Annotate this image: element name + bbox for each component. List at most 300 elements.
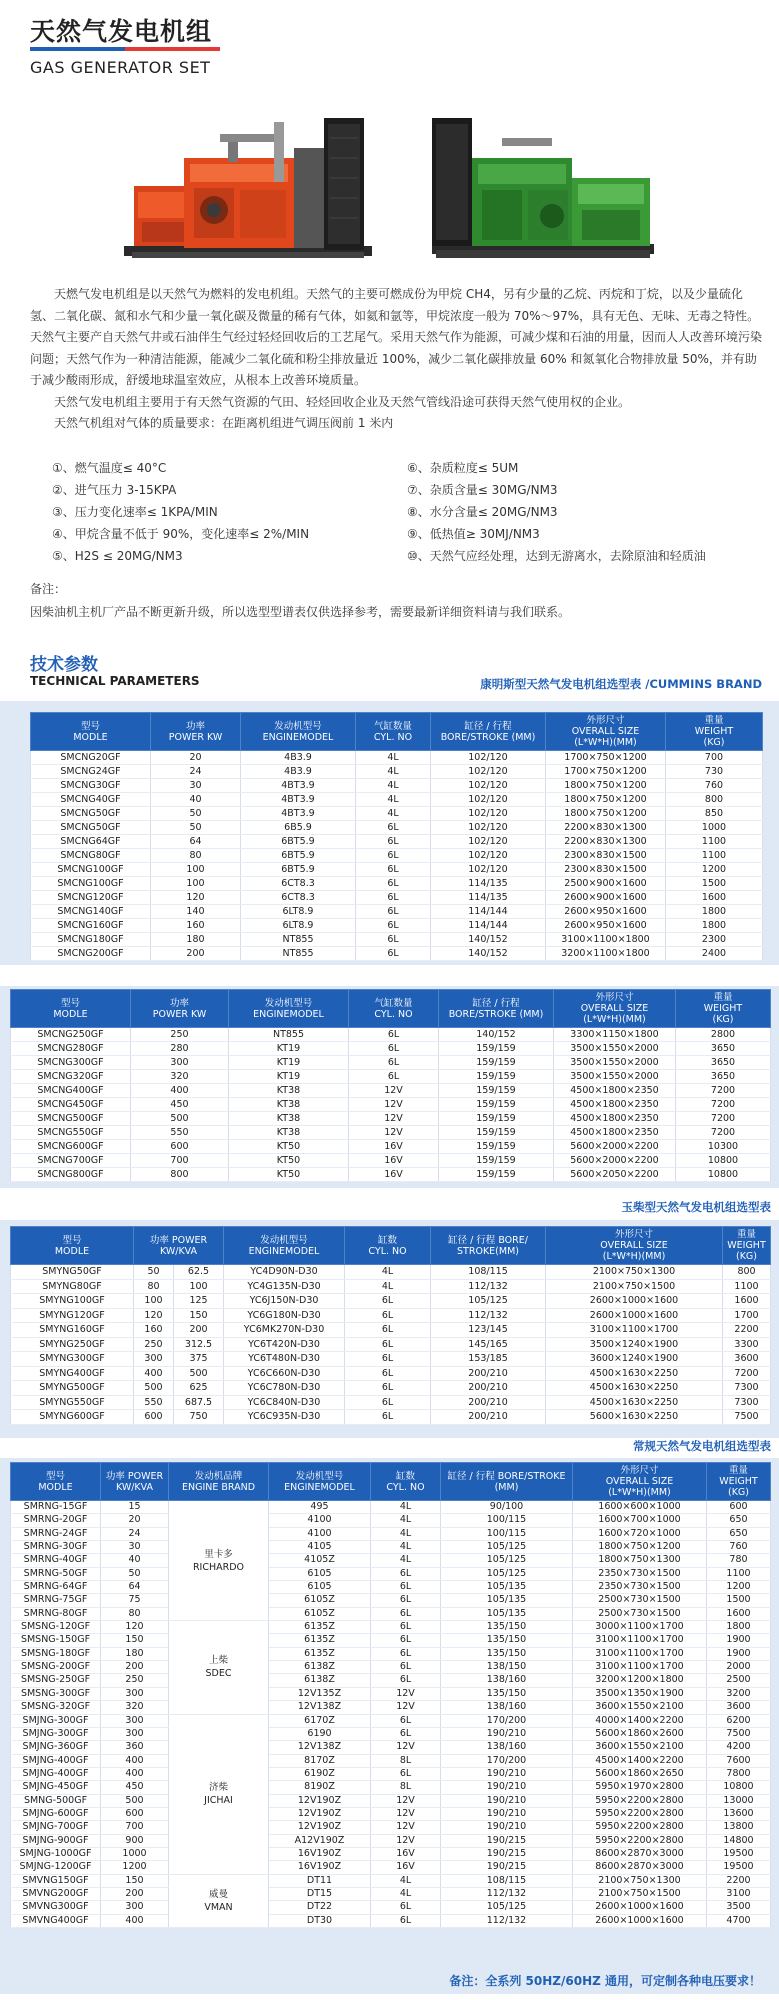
table-cell: 4500×1800×2350	[554, 1112, 676, 1126]
table-cell: 200	[151, 947, 241, 961]
column-header: 功率 POWER KW/KVA	[134, 1227, 224, 1265]
table-cell: SMCNG300GF	[11, 1056, 131, 1070]
table-row	[11, 1352, 771, 1367]
table-cell: SMSNG-180GF	[11, 1647, 101, 1660]
table-cell: 3500×1550×2000	[554, 1056, 676, 1070]
table-row	[11, 1395, 771, 1410]
table-row	[11, 1541, 771, 1554]
table-cell: SMCNG80GF	[31, 849, 151, 863]
table-cell: SMVNG300GF	[11, 1901, 101, 1914]
table-cell: 12V	[371, 1821, 441, 1834]
conventional-table	[10, 1462, 771, 1928]
table-cell: SMRNG-30GF	[11, 1541, 101, 1554]
table-cell: SMJNG-300GF	[11, 1714, 101, 1727]
table-row	[11, 1070, 771, 1084]
table-cell: 1600	[723, 1294, 771, 1309]
table-cell: 600	[707, 1501, 771, 1514]
table-cell: 6L	[371, 1634, 441, 1647]
table-cell: SMYNG160GF	[11, 1323, 134, 1338]
table-cell: 8170Z	[269, 1754, 371, 1767]
table-cell: 105/135	[441, 1594, 573, 1607]
table-row	[11, 1527, 771, 1540]
table-cell: 6135Z	[269, 1647, 371, 1660]
table-cell: 159/159	[439, 1112, 554, 1126]
table-cell: SMCNG180GF	[31, 933, 151, 947]
table-cell: 200/210	[431, 1395, 546, 1410]
table-cell: 170/200	[441, 1754, 573, 1767]
table-cell: 200	[101, 1887, 169, 1900]
table-cell: 3100×1100×1700	[573, 1661, 707, 1674]
technical-params-subtitle: TECHNICAL PARAMETERS	[30, 674, 200, 688]
table-cell: 1600×600×1000	[573, 1501, 707, 1514]
column-header: 缸径 / 行程 BORE/ STROKE(MM)	[431, 1227, 546, 1265]
table-cell: 2100×750×1500	[546, 1279, 723, 1294]
table-cell: 1200	[666, 863, 763, 877]
table-cell: SMCNG50GF	[31, 821, 151, 835]
table-cell: 500	[101, 1794, 169, 1807]
table-row	[11, 1554, 771, 1567]
table-cell: 1700×750×1200	[546, 751, 666, 765]
table-cell: 4500×1800×2350	[554, 1084, 676, 1098]
table-cell: 2600×1000×1600	[546, 1294, 723, 1309]
table-row	[31, 933, 763, 947]
table-cell: 13800	[707, 1821, 771, 1834]
table-cell: SMJNG-360GF	[11, 1741, 101, 1754]
table-row	[11, 1501, 771, 1514]
table-cell: 1000	[666, 821, 763, 835]
table-cell: 5600×1860×2650	[573, 1767, 707, 1780]
table-cell: 50	[134, 1265, 174, 1280]
table-cell: 6105Z	[269, 1594, 371, 1607]
table-cell: 30	[151, 779, 241, 793]
table-row	[11, 1581, 771, 1594]
table-cell: 100/115	[441, 1514, 573, 1527]
table-cell: 6138Z	[269, 1674, 371, 1687]
table-cell: 6L	[345, 1381, 431, 1396]
table-cell: 5600×2000×2200	[554, 1154, 676, 1168]
table-cell: SMCNG140GF	[31, 905, 151, 919]
table-cell: 90/100	[441, 1501, 573, 1514]
table-cell: SMVNG400GF	[11, 1914, 101, 1927]
table-cell: 100	[174, 1279, 224, 1294]
table-cell: 4B3.9	[241, 751, 356, 765]
table-cell: SMYNG400GF	[11, 1366, 134, 1381]
engine-brand-cell: 里卡多 RICHARDO	[169, 1501, 269, 1621]
table-cell: 6L	[371, 1767, 441, 1780]
table-cell: 700	[666, 751, 763, 765]
table-cell: 3100×1100×1700	[546, 1323, 723, 1338]
intro-text	[30, 284, 762, 435]
table-cell: SMSNG-200GF	[11, 1661, 101, 1674]
column-header: 功率 POWER KW	[131, 990, 229, 1028]
table-cell: 102/120	[431, 807, 546, 821]
conventional-table-title: 常规天然气发电机组选型表	[633, 1439, 771, 1453]
table-cell: SMRNG-20GF	[11, 1514, 101, 1527]
table-cell: 6L	[371, 1661, 441, 1674]
column-header: 功率 POWER KW/KVA	[101, 1463, 169, 1501]
table-cell: 375	[174, 1352, 224, 1367]
table-cell: 300	[101, 1901, 169, 1914]
table-cell: 159/159	[439, 1098, 554, 1112]
table-cell: 6L	[371, 1621, 441, 1634]
table-cell: 6LT8.9	[241, 905, 356, 919]
table-row	[31, 919, 763, 933]
table-cell: DT11	[269, 1874, 371, 1887]
table-cell: 495	[269, 1501, 371, 1514]
table-cell: 300	[101, 1687, 169, 1700]
table-cell: 4500×1630×2250	[546, 1381, 723, 1396]
table-cell: 700	[101, 1821, 169, 1834]
table-cell: 190/210	[441, 1794, 573, 1807]
table-cell: 3200×1200×1800	[573, 1674, 707, 1687]
table-cell: 114/144	[431, 919, 546, 933]
table-row	[11, 1410, 771, 1425]
table-row	[11, 1687, 771, 1700]
table-cell: 2200	[707, 1874, 771, 1887]
table-cell: 100	[151, 877, 241, 891]
table-cell: 159/159	[439, 1126, 554, 1140]
table-cell: 120	[101, 1621, 169, 1634]
table-cell: 159/159	[439, 1042, 554, 1056]
table-cell: 2300×830×1500	[546, 863, 666, 877]
table-cell: 102/120	[431, 835, 546, 849]
table-row	[11, 1042, 771, 1056]
table-cell: 250	[131, 1028, 229, 1042]
table-cell: KT38	[229, 1126, 349, 1140]
table-cell: 6L	[345, 1294, 431, 1309]
spec-item: ⑩、天然气应经处理，达到无游离水，去除原油和轻质油	[407, 549, 706, 563]
table-cell: SMRNG-80GF	[11, 1607, 101, 1620]
table-cell: 6L	[356, 863, 431, 877]
table-cell: 6L	[371, 1607, 441, 1620]
table-cell: 550	[134, 1395, 174, 1410]
table-cell: 8600×2870×3000	[573, 1847, 707, 1860]
spec-item: ④、甲烷含量不低于 90%，变化速率≤ 2%/MIN	[52, 527, 310, 541]
table-cell: 24	[151, 765, 241, 779]
table-cell: 1900	[707, 1634, 771, 1647]
table-row	[11, 1661, 771, 1674]
table-cell: 135/150	[441, 1634, 573, 1647]
table-cell: 625	[174, 1381, 224, 1396]
table-cell: SMCNG550GF	[11, 1126, 131, 1140]
table-row	[11, 1714, 771, 1727]
table-cell: 24	[101, 1527, 169, 1540]
table-row	[11, 1794, 771, 1807]
table-cell: 650	[707, 1527, 771, 1540]
table-cell: 6L	[349, 1042, 439, 1056]
table-cell: 3650	[676, 1070, 771, 1084]
table-cell: 1600	[666, 891, 763, 905]
table-cell: SMJNG-600GF	[11, 1807, 101, 1820]
table-header-row	[11, 1463, 771, 1501]
table-cell: 300	[134, 1352, 174, 1367]
table-cell: 114/135	[431, 877, 546, 891]
table-cell: 12V135Z	[269, 1687, 371, 1700]
table-cell: 200	[101, 1661, 169, 1674]
table-cell: SMSNG-250GF	[11, 1674, 101, 1687]
table-cell: 140/152	[439, 1028, 554, 1042]
table-cell: 5600×1860×2600	[573, 1727, 707, 1740]
table-cell: YC6C840N-D30	[224, 1395, 345, 1410]
column-header: 气缸数量 CYL. NO	[349, 990, 439, 1028]
table-cell: 7500	[723, 1410, 771, 1425]
table-cell: 64	[151, 835, 241, 849]
table-cell: 12V	[371, 1807, 441, 1820]
table-cell: 4105Z	[269, 1554, 371, 1567]
table-cell: 2200×830×1300	[546, 835, 666, 849]
table-cell: 170/200	[441, 1714, 573, 1727]
table-cell: SMJNG-700GF	[11, 1821, 101, 1834]
page-subtitle: GAS GENERATOR SET	[30, 58, 211, 77]
table-cell: 15	[101, 1501, 169, 1514]
column-header: 重量 WEIGHT (KG)	[723, 1227, 771, 1265]
table-cell: 4BT3.9	[241, 793, 356, 807]
spec-item: ⑤、H2S ≤ 20MG/NM3	[52, 549, 183, 563]
spec-item: ②、进气压力 3-15KPA	[52, 483, 177, 497]
table-row	[31, 751, 763, 765]
column-header: 外形尺寸 OVERALL SIZE (L*W*H)(MM)	[546, 1227, 723, 1265]
table-cell: 114/144	[431, 905, 546, 919]
table-cell: 16V	[349, 1168, 439, 1182]
table-cell: 40	[101, 1554, 169, 1567]
table-cell: YC6C935N-D30	[224, 1410, 345, 1425]
table-header-row	[31, 713, 763, 751]
table-row	[11, 1741, 771, 1754]
table-cell: 2600×900×1600	[546, 891, 666, 905]
table-cell: 6L	[349, 1028, 439, 1042]
table-cell: 1500	[666, 877, 763, 891]
table-cell: 10300	[676, 1140, 771, 1154]
yuchai-table	[10, 1226, 771, 1425]
table-cell: 12V	[371, 1687, 441, 1700]
table-cell: 102/120	[431, 779, 546, 793]
table-cell: 3650	[676, 1056, 771, 1070]
table-cell: 153/185	[431, 1352, 546, 1367]
table-cell: 6L	[345, 1366, 431, 1381]
table-cell: 6L	[345, 1395, 431, 1410]
table-cell: 19500	[707, 1861, 771, 1874]
table-row	[31, 793, 763, 807]
table-cell: 14800	[707, 1834, 771, 1847]
table-cell: SMCNG280GF	[11, 1042, 131, 1056]
table-cell: 5600×1630×2250	[546, 1410, 723, 1425]
table-row	[11, 1634, 771, 1647]
table-cell: 6L	[356, 877, 431, 891]
table-cell: YC6MK270N-D30	[224, 1323, 345, 1338]
table-cell: 730	[666, 765, 763, 779]
table-cell: 120	[134, 1308, 174, 1323]
table-cell: SMSNG-300GF	[11, 1687, 101, 1700]
table-row	[11, 1594, 771, 1607]
column-header: 缸径 / 行程 BORE/STROKE (MM)	[441, 1463, 573, 1501]
table-cell: 200/210	[431, 1410, 546, 1425]
table-cell: 6L	[345, 1337, 431, 1352]
table-cell: 1800×750×1200	[546, 779, 666, 793]
table-cell: KT50	[229, 1140, 349, 1154]
page-title: 天然气发电机组	[30, 17, 213, 46]
table-cell: 280	[131, 1042, 229, 1056]
table-cell: 75	[101, 1594, 169, 1607]
table-cell: 145/165	[431, 1337, 546, 1352]
table-cell: 2100×750×1300	[573, 1874, 707, 1887]
table-cell: 3500	[707, 1901, 771, 1914]
table-cell: SMSNG-120GF	[11, 1621, 101, 1634]
table-cell: NT855	[241, 947, 356, 961]
table-cell: 102/120	[431, 765, 546, 779]
table-row	[11, 1821, 771, 1834]
table-cell: 12V	[371, 1834, 441, 1847]
table-cell: SMCNG250GF	[11, 1028, 131, 1042]
table-cell: SMCNG200GF	[31, 947, 151, 961]
table-cell: NT855	[241, 933, 356, 947]
table-row	[11, 1337, 771, 1352]
table-row	[11, 1056, 771, 1070]
table-cell: SMCNG30GF	[31, 779, 151, 793]
table-row	[11, 1887, 771, 1900]
table-cell: 6105Z	[269, 1607, 371, 1620]
table-cell: 6L	[349, 1056, 439, 1070]
table-cell: 64	[101, 1581, 169, 1594]
table-cell: 2200×830×1300	[546, 821, 666, 835]
table-cell: 1600	[707, 1607, 771, 1620]
table-cell: 16V	[349, 1140, 439, 1154]
table-cell: 3600×1240×1900	[546, 1352, 723, 1367]
table-cell: 159/159	[439, 1084, 554, 1098]
table-cell: 7300	[723, 1395, 771, 1410]
table-row	[11, 1168, 771, 1182]
table-row	[11, 1381, 771, 1396]
column-header: 型号 MODLE	[11, 1227, 134, 1265]
table-cell: 8190Z	[269, 1781, 371, 1794]
table-cell: 105/135	[441, 1581, 573, 1594]
column-header: 型号 MODLE	[11, 990, 131, 1028]
table-row	[31, 905, 763, 919]
table-cell: 2500×730×1500	[573, 1594, 707, 1607]
table-cell: 150	[101, 1634, 169, 1647]
table-cell: SMYNG500GF	[11, 1381, 134, 1396]
table-cell: 112/132	[441, 1887, 573, 1900]
table-cell: 112/132	[431, 1308, 546, 1323]
table-cell: YC6T420N-D30	[224, 1337, 345, 1352]
table-cell: 7200	[676, 1098, 771, 1112]
table-cell: SMCNG800GF	[11, 1168, 131, 1182]
table-row	[31, 779, 763, 793]
table-cell: SMNG-500GF	[11, 1794, 101, 1807]
table-cell: 6L	[345, 1410, 431, 1425]
table-cell: SMCNG320GF	[11, 1070, 131, 1084]
table-cell: 190/210	[441, 1821, 573, 1834]
table-cell: 4L	[371, 1527, 441, 1540]
table-cell: 2300×830×1500	[546, 849, 666, 863]
table-cell: 6L	[345, 1352, 431, 1367]
table-cell: 10800	[676, 1154, 771, 1168]
table-cell: 6L	[356, 919, 431, 933]
table-cell: 6L	[356, 849, 431, 863]
table-cell: 6L	[356, 905, 431, 919]
table-cell: 500	[131, 1112, 229, 1126]
spec-item: ⑧、水分含量≤ 20MG/NM3	[407, 505, 558, 519]
table-cell: SMRNG-15GF	[11, 1501, 101, 1514]
table-cell: 6BT5.9	[241, 849, 356, 863]
table-cell: 6L	[356, 821, 431, 835]
table-cell: 900	[101, 1834, 169, 1847]
table-cell: SMCNG40GF	[31, 793, 151, 807]
table-cell: 1900	[707, 1647, 771, 1660]
table-cell: 108/115	[431, 1265, 546, 1280]
table-cell: 3200	[707, 1687, 771, 1700]
table-cell: 7200	[676, 1084, 771, 1098]
table-cell: 4500×1630×2250	[546, 1395, 723, 1410]
table-cell: 12V	[371, 1741, 441, 1754]
table-cell: 2350×730×1500	[573, 1581, 707, 1594]
table-cell: A12V190Z	[269, 1834, 371, 1847]
table-cell: 650	[707, 1514, 771, 1527]
table-cell: 190/210	[441, 1781, 573, 1794]
table-cell: SMRNG-64GF	[11, 1581, 101, 1594]
title-underline	[30, 47, 220, 51]
table-cell: 3600×1550×2100	[573, 1741, 707, 1754]
table-row	[11, 1701, 771, 1714]
table-row	[11, 1914, 771, 1927]
table-cell: 3500×1240×1900	[546, 1337, 723, 1352]
table-cell: 2500×730×1500	[573, 1607, 707, 1620]
table-cell: 4L	[345, 1265, 431, 1280]
table-cell: 3500×1550×2000	[554, 1070, 676, 1084]
table-cell: 3100×1100×1800	[546, 933, 666, 947]
table-cell: 62.5	[174, 1265, 224, 1280]
table-cell: 8600×2870×3000	[573, 1861, 707, 1874]
table-cell: 135/150	[441, 1687, 573, 1700]
table-cell: SMJNG-400GF	[11, 1754, 101, 1767]
cummins-table	[30, 712, 763, 961]
table-cell: 16V190Z	[269, 1847, 371, 1860]
table-row	[11, 1514, 771, 1527]
table-cell: 3100×1100×1700	[573, 1634, 707, 1647]
table-cell: 180	[151, 933, 241, 947]
table-cell: YC6C780N-D30	[224, 1381, 345, 1396]
table-row	[11, 1112, 771, 1126]
table-cell: 7500	[707, 1727, 771, 1740]
table-cell: 140	[151, 905, 241, 919]
gas-generator-green-image	[432, 118, 654, 260]
table-cell: 1800×750×1300	[573, 1554, 707, 1567]
table-cell: 13600	[707, 1807, 771, 1820]
table-cell: 2600×1000×1600	[546, 1308, 723, 1323]
spec-item: ①、燃气温度≤ 40°C	[52, 461, 167, 475]
table-cell: 8L	[371, 1781, 441, 1794]
table-cell: 12V190Z	[269, 1794, 371, 1807]
table-cell: 5950×2200×2800	[573, 1834, 707, 1847]
table-cell: 2100×750×1500	[573, 1887, 707, 1900]
table-cell: SMYNG600GF	[11, 1410, 134, 1425]
table-cell: 150	[174, 1308, 224, 1323]
table-cell: 12V	[371, 1701, 441, 1714]
engine-brand-cell: 威曼 VMAN	[169, 1874, 269, 1927]
table-cell: SMYNG250GF	[11, 1337, 134, 1352]
footer-bar	[0, 1964, 779, 1994]
table-cell: 7300	[723, 1381, 771, 1396]
table-cell: 1200	[707, 1581, 771, 1594]
table-cell: 12V138Z	[269, 1741, 371, 1754]
table-cell: DT15	[269, 1887, 371, 1900]
table-cell: 159/159	[439, 1056, 554, 1070]
table-cell: 190/210	[441, 1767, 573, 1780]
table-cell: 6135Z	[269, 1621, 371, 1634]
column-header: 功率 POWER KW	[151, 713, 241, 751]
table-cell: SMCNG700GF	[11, 1154, 131, 1168]
table-cell: 750	[174, 1410, 224, 1425]
table-row	[11, 1323, 771, 1338]
